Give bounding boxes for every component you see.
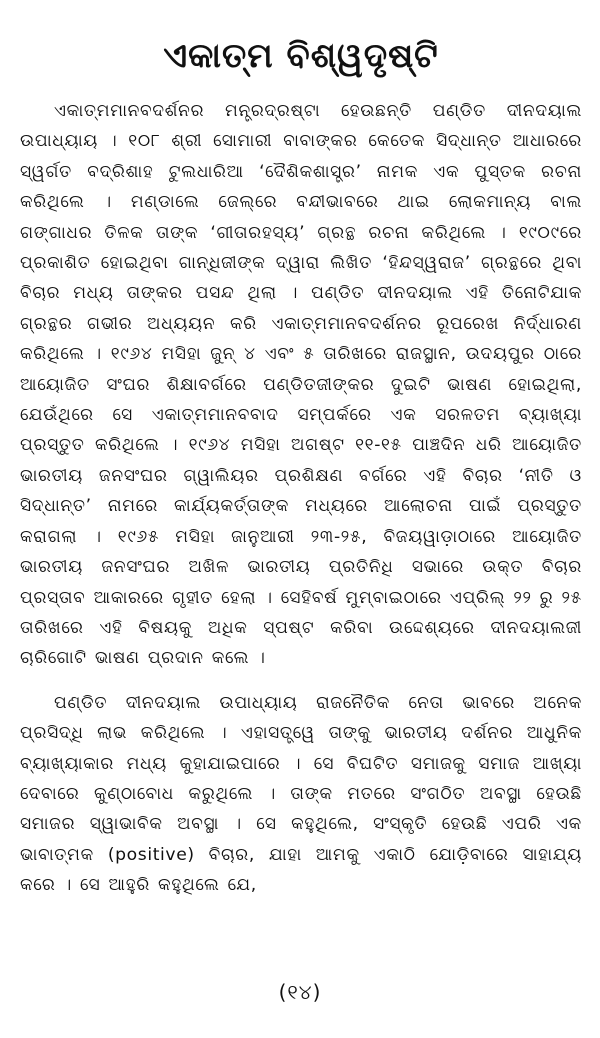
page-number: (୧୪): [278, 980, 322, 1004]
body-text: [20, 96, 582, 901]
chapter-title: ଏକାତ୍ମ ବିଶ୍ୱଦୃଷ୍ଟି: [163, 36, 439, 76]
paragraph: ଏକାତ୍ମମାନବଦର୍ଶନର ମନ୍ତ୍ରଦ୍ରଷ୍ଟା ହେଉଛନ୍ତି ପଣ୍ଡିତ ଦୀନଦୟାଲ ଉପାଧ୍ୟାୟ । ୧୦୮ ଶ୍ରୀ ସୋମାରୀ ବାବାଙ୍କର କେତେକ ସିଦ୍ଧାନ୍ତ ଆଧାରରେ ସ୍ୱର୍ଗତ ବଦ୍ରିଶାହ ଟୁଲଧାରିଆ ‘ଦୈଶିକଶାସ୍ତ୍ର’ ନାମକ ଏକ ପୁସ୍ତକ ରଚନା କରିଥିଲେ । ମଣ୍ଡାଲେ ଜେଲ୍‌ରେ ବନ୍ଦୀଭାବରେ ଥାଇ ଲୋକମାନ୍ୟ ବାଲ ଗଙ୍ଗାଧର ତିଳକ ତାଙ୍କ ‘ଗୀତାରହସ୍ୟ’ ଗ୍ରନ୍ଥ ରଚନା କରିଥିଲେ । ୧୯୦୯ରେ ପ୍ରକାଶିତ ହୋଇଥିବା ଗାନ୍ଧିଜୀଙ୍କ ଦ୍ୱାରା ଲିଖିତ ‘ହିନ୍ଦସ୍ୱରାଜ’ ଗ୍ରନ୍ଥରେ ଥିବା ବିଚାର ମଧ୍ୟ ତାଙ୍କର ପସନ୍ଦ ଥିଲା । ପଣ୍ଡିତ ଦୀନଦୟାଲ ଏହି ତିନୋଟିଯାକ ଗ୍ରନ୍ଥର ଗଭୀର ଅଧ୍ୟୟନ କରି ଏକାତ୍ମମାନବଦର୍ଶନର ରୂପରେଖ ନିର୍ଦ୍ଧାରଣ କରିଥିଲେ । ୧୯୬୪ ମସିହା ଜୁନ୍ ୪ ଏବଂ ୫ ତାରିଖରେ ରାଜସ୍ଥାନ, ଉଦୟପୁର ଠାରେ ଆୟୋଜିତ ସଂଘର ଶିକ୍ଷାବର୍ଗରେ ପଣ୍ଡିତଜୀଙ୍କର ଦୁଇଟି ଭାଷଣ ହୋଇଥିଲା, ଯେଉଁଥିରେ ସେ ଏକାତ୍ମମାନବବାଦ ସମ୍ପର୍କରେ ଏକ ସରଳତମ ବ୍ୟାଖ୍ୟା ପ୍ରସ୍ତୁତ କରିଥିଲେ । ୧୯୬୪ ମସିହା ଅଗଷ୍ଟ ୧୧-୧୫ ପାଞ୍ଚଦିନ ଧରି ଆୟୋଜିତ ଭାରତୀୟ ଜନସଂଘର ଗ୍ୱାଲିୟର ପ୍ରଶିକ୍ଷଣ ବର୍ଗରେ ଏହି ବିଚାର ‘ନୀତି ଓ ସିଦ୍ଧାନ୍ତ’ ନାମରେ କାର୍ଯ୍ୟକର୍ତ୍ତାଙ୍କ ମଧ୍ୟରେ ଆଲୋଚନା ପାଇଁ ପ୍ରସ୍ତୁତ କରାଗଲା । ୧୯୬୫ ମସିହା ଜାନୁଆରୀ ୨୩-୨୫, ବିଜୟୱାଡ଼ାଠାରେ ଆୟୋଜିତ ଭାରତୀୟ ଜନସଂଘର ଅଖିଳ ଭାରତୀୟ ପ୍ରତିନିଧି ସଭାରେ ଉକ୍ତ ବିଚାର ପ୍ରସ୍ତାବ ଆକାରରେ ଗୃହୀତ ହେଲା । ସେହିବର୍ଷ ମୁମ୍ବାଇଠାରେ ଏପ୍ରିଲ୍ ୨୨ ରୁ ୨୫ ତାରିଖରେ ଏହି ବିଷୟକୁ ଅଧିକ ସ୍ପଷ୍ଟ କରିବା ଉଦ୍ଦେଶ୍ୟରେ ଦୀନଦୟାଲଜୀ ଚାରିଗୋଟି ଭାଷଣ ପ୍ରଦାନ କଲେ ।: [20, 101, 582, 669]
paragraph: ପଣ୍ଡିତ ଦୀନଦୟାଲ ଉପାଧ୍ୟାୟ ରାଜନୈତିକ ନେତା ଭାବରେ ଅନେକ ପ୍ରସିଦ୍ଧି ଲାଭ କରିଥିଲେ । ଏହାସତ୍ତ୍ୱେ ତାଙ୍କୁ ଭାରତୀୟ ଦର୍ଶନର ଆଧୁନିକ ବ୍ୟାଖ୍ୟାକାର ମଧ୍ୟ କୁହାଯାଇପାରେ । ସେ ବିଘଟିତ ସମାଜକୁ ସମାଜ ଆଖ୍ୟା ଦେବାରେ କୁଣ୍ଠାବୋଧ କରୁଥିଲେ । ତାଙ୍କ ମତରେ ସଂଗଠିତ ଅବସ୍ଥା ହେଉଛି ସମାଜର ସ୍ୱାଭାବିକ ଅବସ୍ଥା । ସେ କହୁଥିଲେ, ସଂସ୍କୃତି ହେଉଛି ଏପରି ଏକ ଭାବାତ୍ମକ (positive) ବିଚାର, ଯାହା ଆମକୁ ଏକାଠି ଯୋଡ଼ିବାରେ ସାହାଯ୍ୟ କରେ । ସେ ଆହୁରି କହୁଥିଲେ ଯେ,: [20, 692, 582, 896]
